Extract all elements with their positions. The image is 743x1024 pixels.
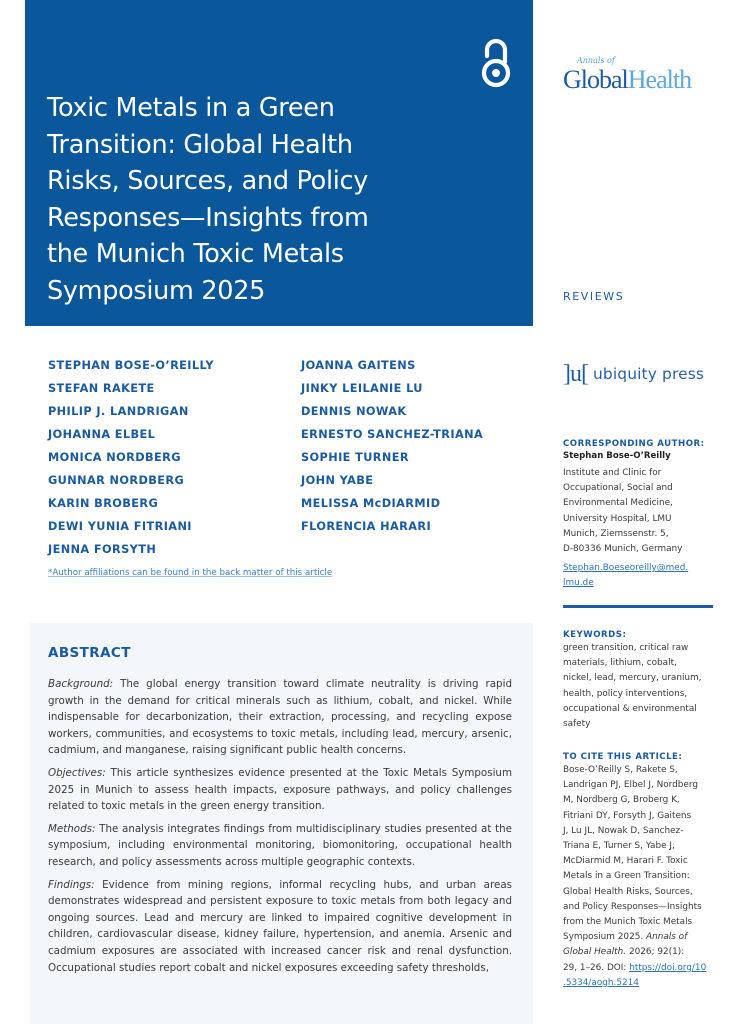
email-line[interactable]: lmu.de (563, 578, 594, 589)
abstract-body (48, 676, 512, 982)
title-line: Transition: Global Health (47, 129, 353, 160)
citation-line (563, 930, 713, 945)
citation-line: J, Lu JL, Nowak D, Sanchez- (563, 825, 684, 836)
citation-line: Triana E, Turner S, Yabe J, (563, 841, 675, 852)
citation-line: McDiarmid M, Harari F. Toxic (563, 856, 688, 867)
citation-pages: 29, 1–26. DOI: (563, 962, 627, 973)
citation-line: M, Nordberg G, Broberg K, (563, 795, 680, 806)
abstract-section (48, 821, 512, 871)
author-column-1 (48, 358, 214, 565)
title-line: the Munich Toxic Metals (47, 239, 344, 270)
citation-line: Landrigan PJ, Elbel J, Nordberg (563, 780, 699, 791)
author-name: KARIN BROBERG (48, 497, 159, 510)
citation-journal: Global Health. (563, 947, 627, 958)
email-line[interactable]: Stephan.Boeseoreilly@med. (563, 563, 689, 574)
abstract-section (48, 877, 512, 977)
title-line: Symposium 2025 (47, 275, 266, 306)
author-name: PHILIP J. LANDRIGAN (48, 405, 189, 418)
author-name: SOPHIE TURNER (301, 451, 409, 464)
keywords-line: occupational & environmental (563, 703, 697, 714)
section-label: REVIEWS (563, 290, 625, 303)
author-name: JENNA FORSYTH (48, 543, 157, 556)
citation-line: Fitriani DY, Forsyth J, Gaitens (563, 810, 692, 821)
author-name: MELISSA McDIARMID (301, 497, 441, 510)
journal-prefix: Annals of (577, 56, 615, 65)
abstract-section-text: Evidence from mining regions, informal recycling hubs, and urban areas demonstrates widespread and persistent exposure to toxic metals from both legacy and ongoing sources. Lead and mercury are linked to impaired cognitive development in children, cardiovascular disease, kidney failure, hypertension, and anemia. Arsenic and cadmium exposures are associated with increased cancer risk and renal dysfunction. Occupational studies report cobalt and nickel exposures exceeding safety thresholds, (48, 878, 513, 974)
corresponding-author-name: Stephan Bose-O’Reilly (563, 451, 671, 461)
abstract-section (48, 765, 512, 815)
author-name: GUNNAR NORDBERG (48, 474, 185, 487)
citation-journal: Annals of (646, 932, 688, 943)
author-name: JINKY LEILANIE LU (301, 382, 423, 395)
title-line: Risks, Sources, and Policy (47, 166, 369, 197)
citation-line: and Policy Responses—Insights (563, 901, 702, 912)
citation-line: from the Munich Toxic Metals (563, 917, 693, 928)
abstract-section-label: Methods: (48, 822, 96, 835)
publisher-name: ubiquity press (592, 365, 705, 383)
citation (563, 751, 713, 991)
keywords-line: nickel, lead, mercury, uranium, (563, 673, 702, 684)
address-line: Munich, Ziemssenstr. 5, (563, 528, 669, 539)
author-name: ERNESTO SANCHEZ-TRIANA (301, 428, 484, 441)
journal-name (563, 66, 723, 94)
corresponding-author (563, 438, 713, 592)
abstract-section (48, 676, 512, 759)
abstract-section-text: This article synthesizes evidence presented at the Toxic Metals Symposium 2025 in Munich to assess health impacts, exposure pathways, and policy challenges related to toxic metals in the green energy transition. (48, 766, 512, 813)
citation-line: Global Health Risks, Sources, (563, 886, 693, 897)
citation-volume: 2026; 92(1): (628, 947, 685, 958)
keywords-heading: KEYWORDS: (563, 630, 627, 640)
corresponding-author-heading: CORRESPONDING AUTHOR: (563, 439, 705, 449)
abstract-box (30, 623, 533, 1024)
keywords-line: materials, lithium, cobalt, (563, 658, 677, 669)
title-line: Responses—Insights from (47, 202, 369, 233)
title-line: Toxic Metals in a Green (47, 93, 335, 123)
citation-line: Bose-O’Reilly S, Rakete S, (563, 765, 678, 775)
article-title (47, 90, 427, 310)
doi-link[interactable]: .5334/aogh.5214 (563, 977, 639, 988)
author-name: JOHN YABE (301, 474, 374, 487)
journal-logo (563, 56, 723, 94)
abstract-section-label: Findings: (48, 878, 95, 891)
author-name: MONICA NORDBERG (48, 451, 181, 464)
citation-line (563, 961, 713, 976)
title-banner (25, 0, 533, 326)
author-name: JOANNA GAITENS (301, 359, 416, 372)
journal-name-part2: Health (627, 65, 692, 94)
journal-name-part1: Global (563, 65, 628, 94)
author-name: DEWI YUNIA FITRIANI (48, 520, 192, 533)
abstract-section-label: Objectives: (48, 766, 106, 779)
publisher-logo (563, 360, 704, 388)
abstract-section-label: Background: (48, 678, 114, 690)
citation-title-end: Symposium 2025. (563, 932, 644, 943)
address-line: Environmental Medicine, (563, 498, 673, 509)
keywords-line: green transition, critical raw (563, 643, 689, 653)
address-line: D-80336 Munich, Germany (563, 544, 683, 555)
open-access-lock-icon (480, 38, 512, 90)
abstract-section-text: The analysis integrates findings from multidisciplinary studies presented at the symposium, including environmental monitoring, biomonitoring, occupational health research, and policy assessments across multiple geographic contexts. (48, 822, 512, 868)
keywords (563, 629, 713, 732)
affiliation-note-link[interactable]: *Author affiliations can be found in the back matter of this article (48, 568, 333, 578)
keywords-line: safety (563, 719, 591, 730)
citation-line (563, 945, 713, 960)
address-line: Occupational, Social and (563, 483, 673, 494)
author-column-2 (301, 358, 483, 542)
citation-heading: TO CITE THIS ARTICLE: (563, 752, 683, 762)
author-name: DENNIS NOWAK (301, 405, 407, 418)
doi-link[interactable]: https://doi.org/10 (629, 962, 707, 973)
abstract-heading: ABSTRACT (48, 645, 131, 661)
publisher-mark: ]u[ (563, 360, 588, 387)
citation-line: Metals in a Green Transition: (563, 871, 690, 882)
author-name: STEFAN RAKETE (48, 382, 155, 395)
sidebar-divider (563, 605, 713, 608)
address-line: University Hospital, LMU (563, 513, 672, 524)
abstract-section-text: The global energy transition toward climate neutrality is driving rapid growth in the demand for critical minerals such as lithium, cobalt, and nickel. While indispensable for decarbonization, their extraction, processing, and recycling expose workers, communities, and ecosystems to toxic metals, including lead, mercury, arsenic, cadmium, and manganese, raising significant public health concerns. (48, 678, 512, 757)
address-line: Institute and Clinic for (563, 468, 662, 478)
author-name: FLORENCIA HARARI (301, 520, 432, 533)
author-name: JOHANNA ELBEL (48, 428, 156, 441)
email-link[interactable] (563, 561, 713, 591)
author-name: STEPHAN BOSE-O’REILLY (48, 359, 214, 372)
keywords-line: health, policy interventions, (563, 688, 688, 699)
